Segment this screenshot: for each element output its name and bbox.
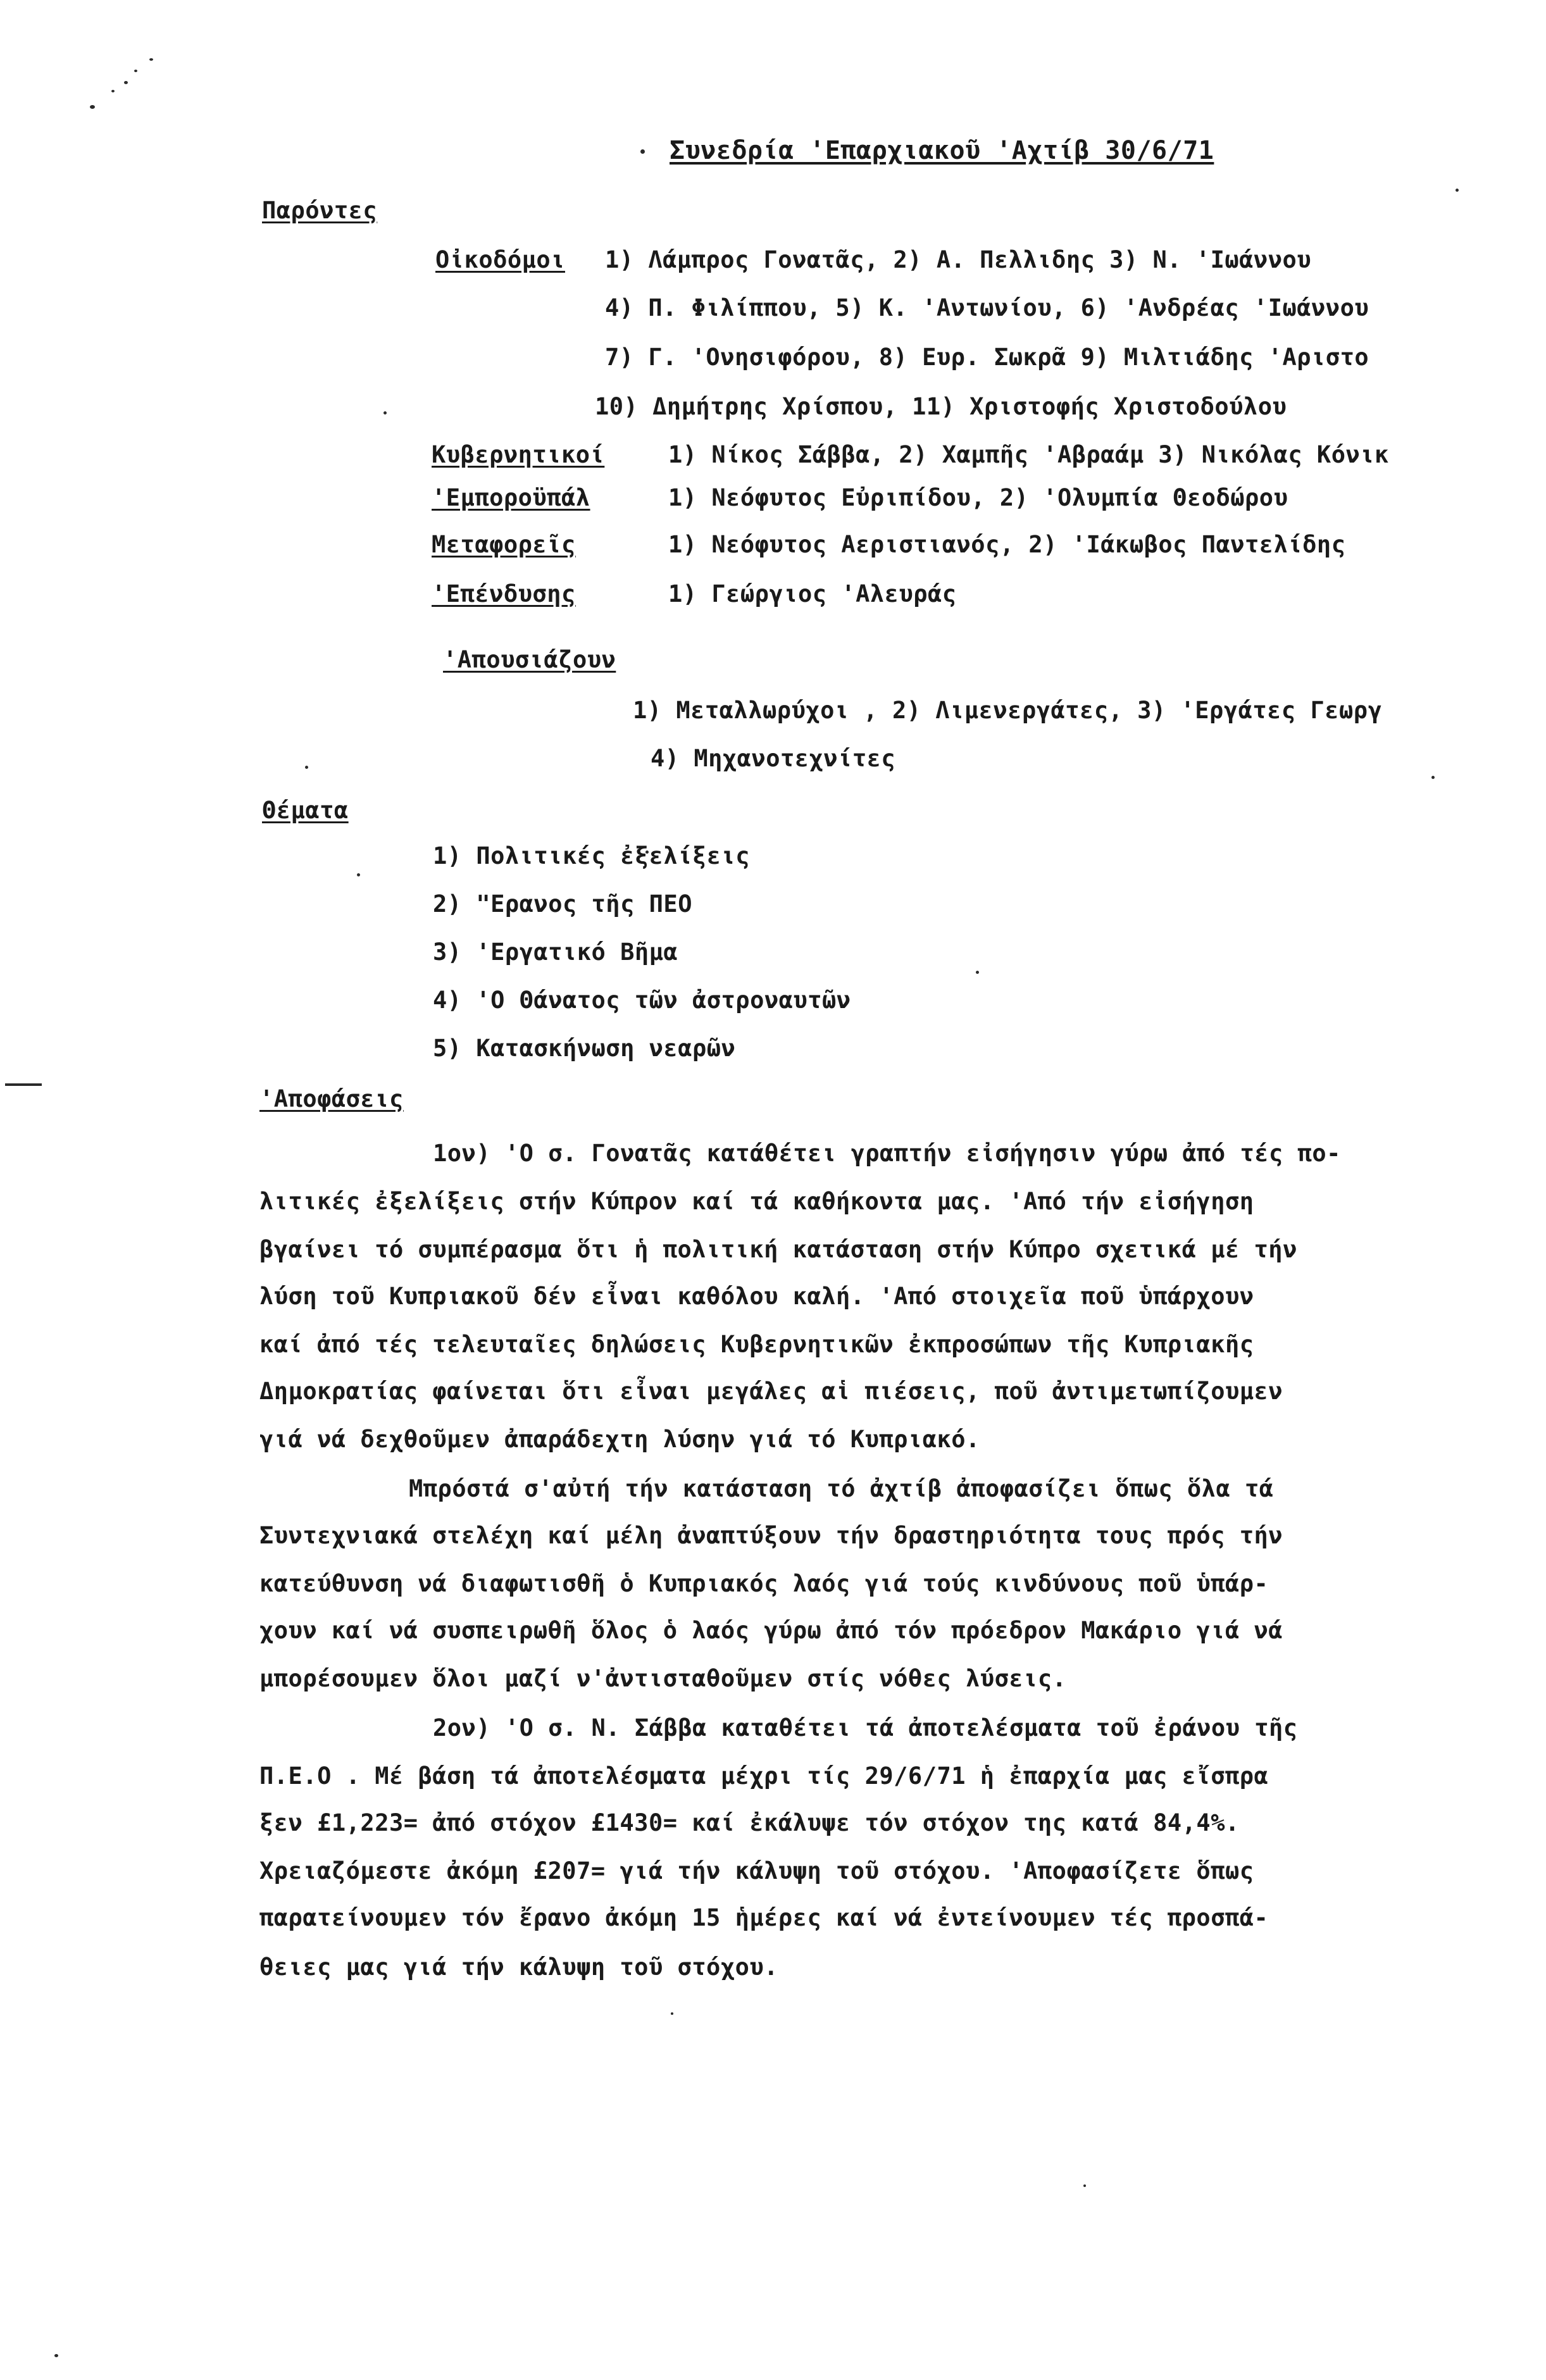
scan-speck [976,971,979,974]
decision-line: καί ἀπό τές τελευταῖες δηλώσεις Κυβερνητικῶν ἐκπροσώπων τῆς Κυπριακῆς [259,1331,1254,1358]
scan-speck [1456,189,1459,192]
group-label-clothing: 'Επένδυσης [432,580,576,607]
group-line: 1) Γεώργιος 'Αλευράς [668,580,957,607]
decision-line: κατεύθυνση νά διαφωτισθῆ ὁ Κυπριακός λαός γιά τούς κινδύνους ποῦ ὑπάρ- [259,1570,1269,1597]
decision-line: παρατείνουμεν τόν ἔρανο ἀκόμη 15 ἡμέρες καί νά ἐντείνουμεν τές προσπά- [259,1904,1269,1931]
group-line: 4) Π. Φιλίππου, 5) Κ. 'Αντωνίου, 6) 'Ανδρέας 'Ιωάννου [605,294,1369,321]
scan-speck [111,90,115,92]
decision-line: χουν καί νά συσπειρωθῆ ὅλος ὁ λαός γύρω ἀπό τόν πρόεδρον Μακάριο γιά νά [259,1617,1283,1644]
group-label-government: Κυβερνητικοί [432,441,605,468]
absent-line: 1) Μεταλλωρύχοι , 2) Λιμενεργάτες, 3) 'Εργάτες Γεωργ [633,697,1383,724]
topic-item: 2) "Ερανος τῆς ΠΕΟ [433,890,692,918]
decision-line: μπορέσουμεν ὅλοι μαζί ν'ἀντισταθοῦμεν στίς νόθες λύσεις. [259,1665,1067,1692]
decision-line: βγαίνει τό συμπέρασμα ὅτι ἡ πολιτική κατάσταση στήν Κύπρο σχετικά μέ τήν [259,1236,1297,1263]
scan-speck [54,2354,58,2357]
absent-line: 4) Μηχανοτεχνίτες [651,745,896,772]
decision-line: θειες μας γιά τήν κάλυψη τοῦ στόχου. [259,1953,778,1981]
group-line: 1) Λάμπρος Γονατᾶς, 2) Α. Πελλιδης 3) Ν. 'Ιωάννου [605,246,1312,273]
scan-speck [90,105,95,109]
scan-speck [357,873,360,876]
decision-line: 1ον) 'Ο σ. Γονατᾶς κατάθέτει γραπτήν εἰσήγησιν γύρω ἀπό τές πο- [433,1140,1341,1167]
decision-line: Συντεχνιακά στελέχη καί μέλη ἀναπτύξουν τήν δραστηριότητα τους πρός τήν [259,1522,1283,1549]
scan-speck [305,766,308,769]
scan-speck [1083,2184,1086,2187]
group-line: 1) Νεόφυτος Αεριστιανός, 2) 'Ιάκωβος Παντελίδης [668,531,1346,558]
decision-line: Π.Ε.Ο . Μέ βάση τά ἀποτελέσματα μέχρι τίς 29/6/71 ἡ ἐπαρχία μας εἴσπρα [259,1762,1269,1790]
topics-heading: Θέματα [262,797,349,824]
group-line: 1) Νεόφυτος Εὐριπίδου, 2) 'Ολυμπία Θεοδώρου [668,484,1288,511]
absent-heading: 'Απουσιάζουν [443,646,616,673]
topic-item: 4) 'Ο Θάνατος τῶν ἀστροναυτῶν [433,987,851,1014]
scan-speck [383,411,387,414]
group-label-builders: Οἰκοδόμοι [435,246,565,273]
decision-line: λύση τοῦ Κυπριακοῦ δέν εἶναι καθόλου καλή. 'Από στοιχεῖα ποῦ ὑπάρχουν [259,1283,1254,1310]
group-line: 7) Γ. 'Ονησιφόρου, 8) Ευρ. Σωκρᾶ 9) Μιλτιάδης 'Αριστο [605,344,1369,371]
decision-line: ξεν £1,223= ἀπό στόχον £1430= καί ἐκάλυψε τόν στόχον της κατά 84,4%. [259,1809,1240,1836]
decision-line: Δημοκρατίας φαίνεται ὅτι εἶναι μεγάλες αἱ πιέσεις, ποῦ ἀντιμετωπίζουμεν [259,1378,1283,1405]
topic-item: 5) Κατασκήνωση νεαρῶν [433,1035,736,1062]
document-title: Συνεδρία 'Επαρχιακοῦ 'Αχτίβ 30/6/71 [670,136,1214,165]
decision-line: γιά νά δεχθοῦμεν ἀπαράδεχτη λύσην γιά τό Κυπριακό. [259,1426,980,1453]
decision-line: Χρειαζόμεστε ἀκόμη £207= γιά τήν κάλυψη τοῦ στόχου. 'Αποφασίζετε ὅπως [259,1857,1254,1885]
present-heading: Παρόντες [262,197,378,224]
scan-speck [134,70,137,72]
group-line: 10) Δημήτρης Χρίσπου, 11) Χριστοφής Χριστοδούλου [595,393,1287,420]
scan-speck [1431,776,1435,779]
decision-line: λιτικές ἐξελίξεις στήν Κύπρον καί τά καθήκοντα μας. 'Από τήν εἰσήγηση [259,1188,1254,1215]
group-label-commerce: 'Εμποροϋπάλ [432,484,590,511]
scan-speck [149,58,153,61]
scan-speck [124,81,128,84]
scan-speck [640,149,645,154]
topic-item: 3) 'Εργατικό Βῆμα [433,938,678,966]
decisions-heading: 'Αποφάσεις [259,1085,404,1112]
topic-item: 1) Πολιτικές ἐξελίξεις [433,842,751,869]
decision-line: Μπρόστά σ'αὐτή τήν κατάσταση τό ἀχτίβ ἀποφασίζει ὅπως ὅλα τά [409,1475,1274,1502]
group-line: 1) Νίκος Σάββα, 2) Χαμπῆς 'Αβραάμ 3) Νικόλας Κόνικ [668,441,1389,468]
scan-speck [671,2012,673,2015]
decision-line: 2ον) 'Ο σ. Ν. Σάββα καταθέτει τά ἀποτελέσματα τοῦ ἐράνου τῆς [433,1714,1298,1741]
margin-mark [5,1083,42,1086]
group-label-transport: Μεταφορεῖς [432,531,576,558]
